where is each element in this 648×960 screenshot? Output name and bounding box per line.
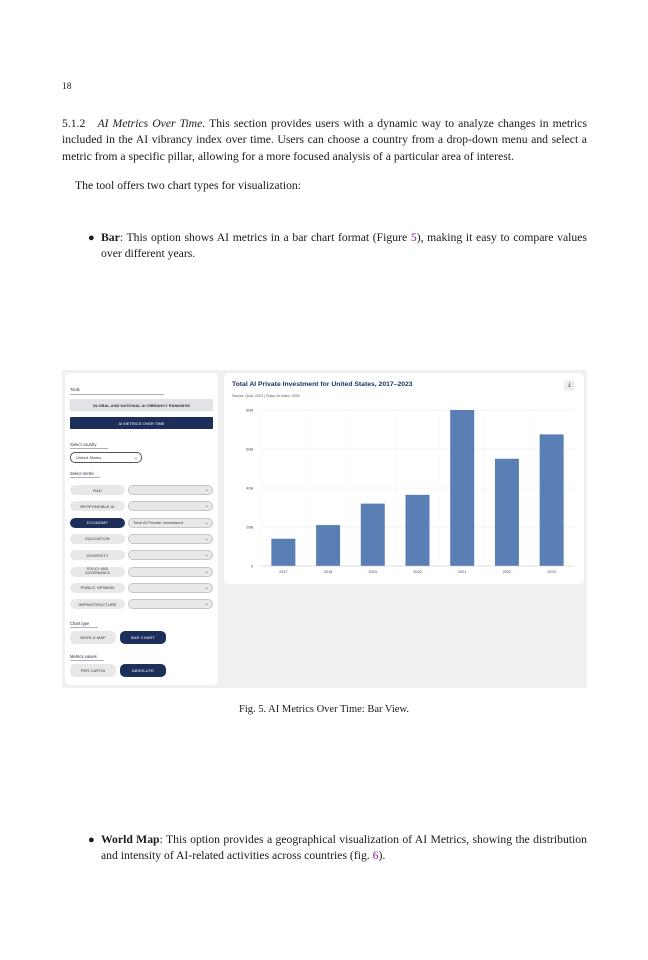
divider: [70, 660, 104, 661]
section-body: This section provides users with a dynamic way to analyze changes in metrics included in the AI vibrancy index over time. Users can choose a country from a drop-down menu and select a metric from a specific pillar, allowing for a more focused analysis of a particular area of interest.: [62, 117, 588, 163]
metrics-over-time-button[interactable]: AI METRICS OVER TIME: [70, 417, 213, 429]
download-icon: ⤓: [568, 382, 571, 388]
figure-ref-link[interactable]: 6: [372, 849, 379, 863]
bar-chart-button[interactable]: BAR CHART: [120, 631, 166, 644]
chevron-down-icon: ⌄: [204, 503, 209, 510]
chart-card: [224, 373, 584, 584]
y-tick-label: 20B: [246, 525, 253, 530]
chevron-down-icon: ⌄: [204, 519, 209, 526]
tools-label: Tools: [70, 387, 80, 392]
metric-dropdown[interactable]: [128, 550, 213, 560]
chart-source: Source: Quid, 2023 | Chart: AI Index, 2024: [232, 394, 300, 398]
figure-screenshot: [62, 370, 587, 688]
x-tick-label: 2020: [413, 570, 422, 574]
section-paragraph: [62, 116, 587, 165]
metric-value: Total AI Private Investment: [133, 520, 184, 526]
divider: [70, 477, 100, 478]
bullet-world-map: [88, 832, 587, 865]
y-tick-label: 60B: [246, 447, 253, 452]
country-label: Select country: [70, 442, 97, 447]
y-tick-label: 80B: [246, 408, 253, 413]
chevron-down-icon: ⌄: [133, 454, 138, 461]
pillar-button[interactable]: ECONOMY: [70, 518, 125, 528]
bar-2019[interactable]: [361, 504, 385, 566]
y-tick-label: 40B: [246, 486, 253, 491]
world-map-button[interactable]: WORLD MAP: [70, 631, 116, 644]
bullet-bar: [88, 230, 587, 263]
x-tick-label: 2022: [502, 570, 512, 574]
pillar-button[interactable]: R&D: [70, 485, 125, 495]
section-number: 5.1.2: [62, 117, 86, 130]
absolute-button[interactable]: ABSOLUTE: [120, 664, 166, 677]
chevron-down-icon: ⌄: [204, 552, 209, 559]
metric-dropdown[interactable]: [128, 599, 213, 609]
pillar-button[interactable]: RESPONSIBLE AI: [70, 501, 125, 511]
metric-dropdown[interactable]: [128, 485, 213, 495]
metric-dropdown[interactable]: [128, 567, 213, 577]
y-tick-label: 0: [250, 564, 253, 569]
divider: [70, 394, 164, 395]
pillar-button[interactable]: EDUCATION: [70, 534, 125, 544]
pillar-button[interactable]: PUBLIC OPINION: [70, 583, 125, 593]
section-title: AI Metrics Over Time.: [97, 117, 206, 130]
divider: [70, 627, 98, 628]
per-capita-button[interactable]: PER CAPITA: [70, 664, 116, 677]
bullet-text-end: ).: [378, 849, 386, 863]
x-tick-label: 2021: [457, 570, 467, 574]
bullet-text-end: ), making it easy to compare values over different years.: [101, 231, 587, 261]
chevron-down-icon: ⌄: [204, 601, 209, 608]
chevron-down-icon: ⌄: [204, 568, 209, 575]
metric-dropdown[interactable]: [128, 583, 213, 593]
x-tick-label: 2017: [279, 570, 288, 574]
country-dropdown[interactable]: [70, 452, 142, 463]
metric-dropdown[interactable]: [128, 518, 213, 528]
pillar-button[interactable]: POLICY AND GOVERNANCE: [70, 567, 125, 577]
bullet-term: Bar: [101, 231, 120, 244]
metric-dropdown[interactable]: [128, 534, 213, 544]
figure-ref-link[interactable]: 5: [410, 231, 417, 244]
x-tick-label: 2018: [323, 570, 333, 574]
bullet-text: : This option shows AI metrics in a bar chart format (Figure: [119, 231, 411, 244]
bar-2022[interactable]: [495, 459, 519, 566]
intro-paragraph: The tool offers two chart types for visualization:: [75, 179, 302, 192]
x-tick-label: 2019: [368, 570, 378, 574]
country-value: United States: [76, 455, 102, 460]
chevron-down-icon: ⌄: [204, 535, 209, 542]
page-number: 18: [62, 82, 72, 92]
metrics-values-label: Metrics values: [70, 654, 97, 659]
bullet-text: : This option provides a geographical visualization of AI Metrics, showing the distribution and intensity of AI-related activities across countries (fig.: [101, 833, 587, 863]
metric-dropdown[interactable]: [128, 501, 213, 511]
bar-2017[interactable]: [271, 539, 295, 566]
chart-title: Total AI Private Investment for United States, 2017–2023: [232, 381, 413, 388]
pillar-button[interactable]: DIVERSITY: [70, 550, 125, 560]
bar-2021[interactable]: [450, 410, 474, 566]
rankings-button[interactable]: GLOBAL AND NATIONAL AI VIBRANCY RANKINGS: [70, 399, 213, 411]
x-tick-label: 2023: [547, 570, 556, 574]
tools-panel: [65, 373, 218, 685]
bullet-dot-icon: ●: [88, 232, 95, 244]
chevron-down-icon: ⌄: [204, 584, 209, 591]
bar-chart: [224, 373, 584, 584]
metric-label: Select metric: [70, 471, 95, 476]
bullet-dot-icon: ●: [88, 834, 95, 846]
figure-caption: Fig. 5. AI Metrics Over Time: Bar View.: [239, 704, 409, 715]
divider: [70, 448, 108, 449]
bar-2020[interactable]: [406, 495, 430, 566]
chart-type-label: Chart type: [70, 621, 90, 626]
bar-2018[interactable]: [316, 525, 340, 566]
chevron-down-icon: ⌄: [204, 487, 209, 493]
bullet-term: World Map: [101, 833, 160, 846]
bar-2023[interactable]: [540, 434, 564, 566]
pillar-button[interactable]: INFRASTRUCTURE: [70, 599, 125, 609]
